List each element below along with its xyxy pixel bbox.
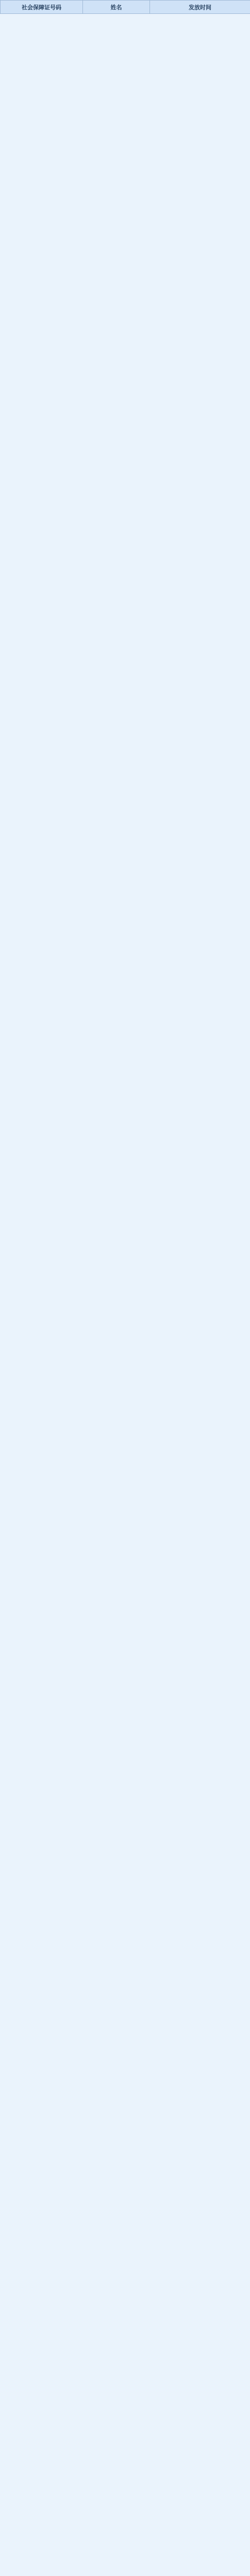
header-payment-date: 发放时间	[150, 1, 250, 14]
header-row	[1, 1, 250, 14]
payment-roster-table	[0, 0, 250, 14]
header-name: 姓名	[83, 1, 150, 14]
header-social-security-number: 社会保障证号码	[1, 1, 83, 14]
table-header	[1, 1, 250, 14]
